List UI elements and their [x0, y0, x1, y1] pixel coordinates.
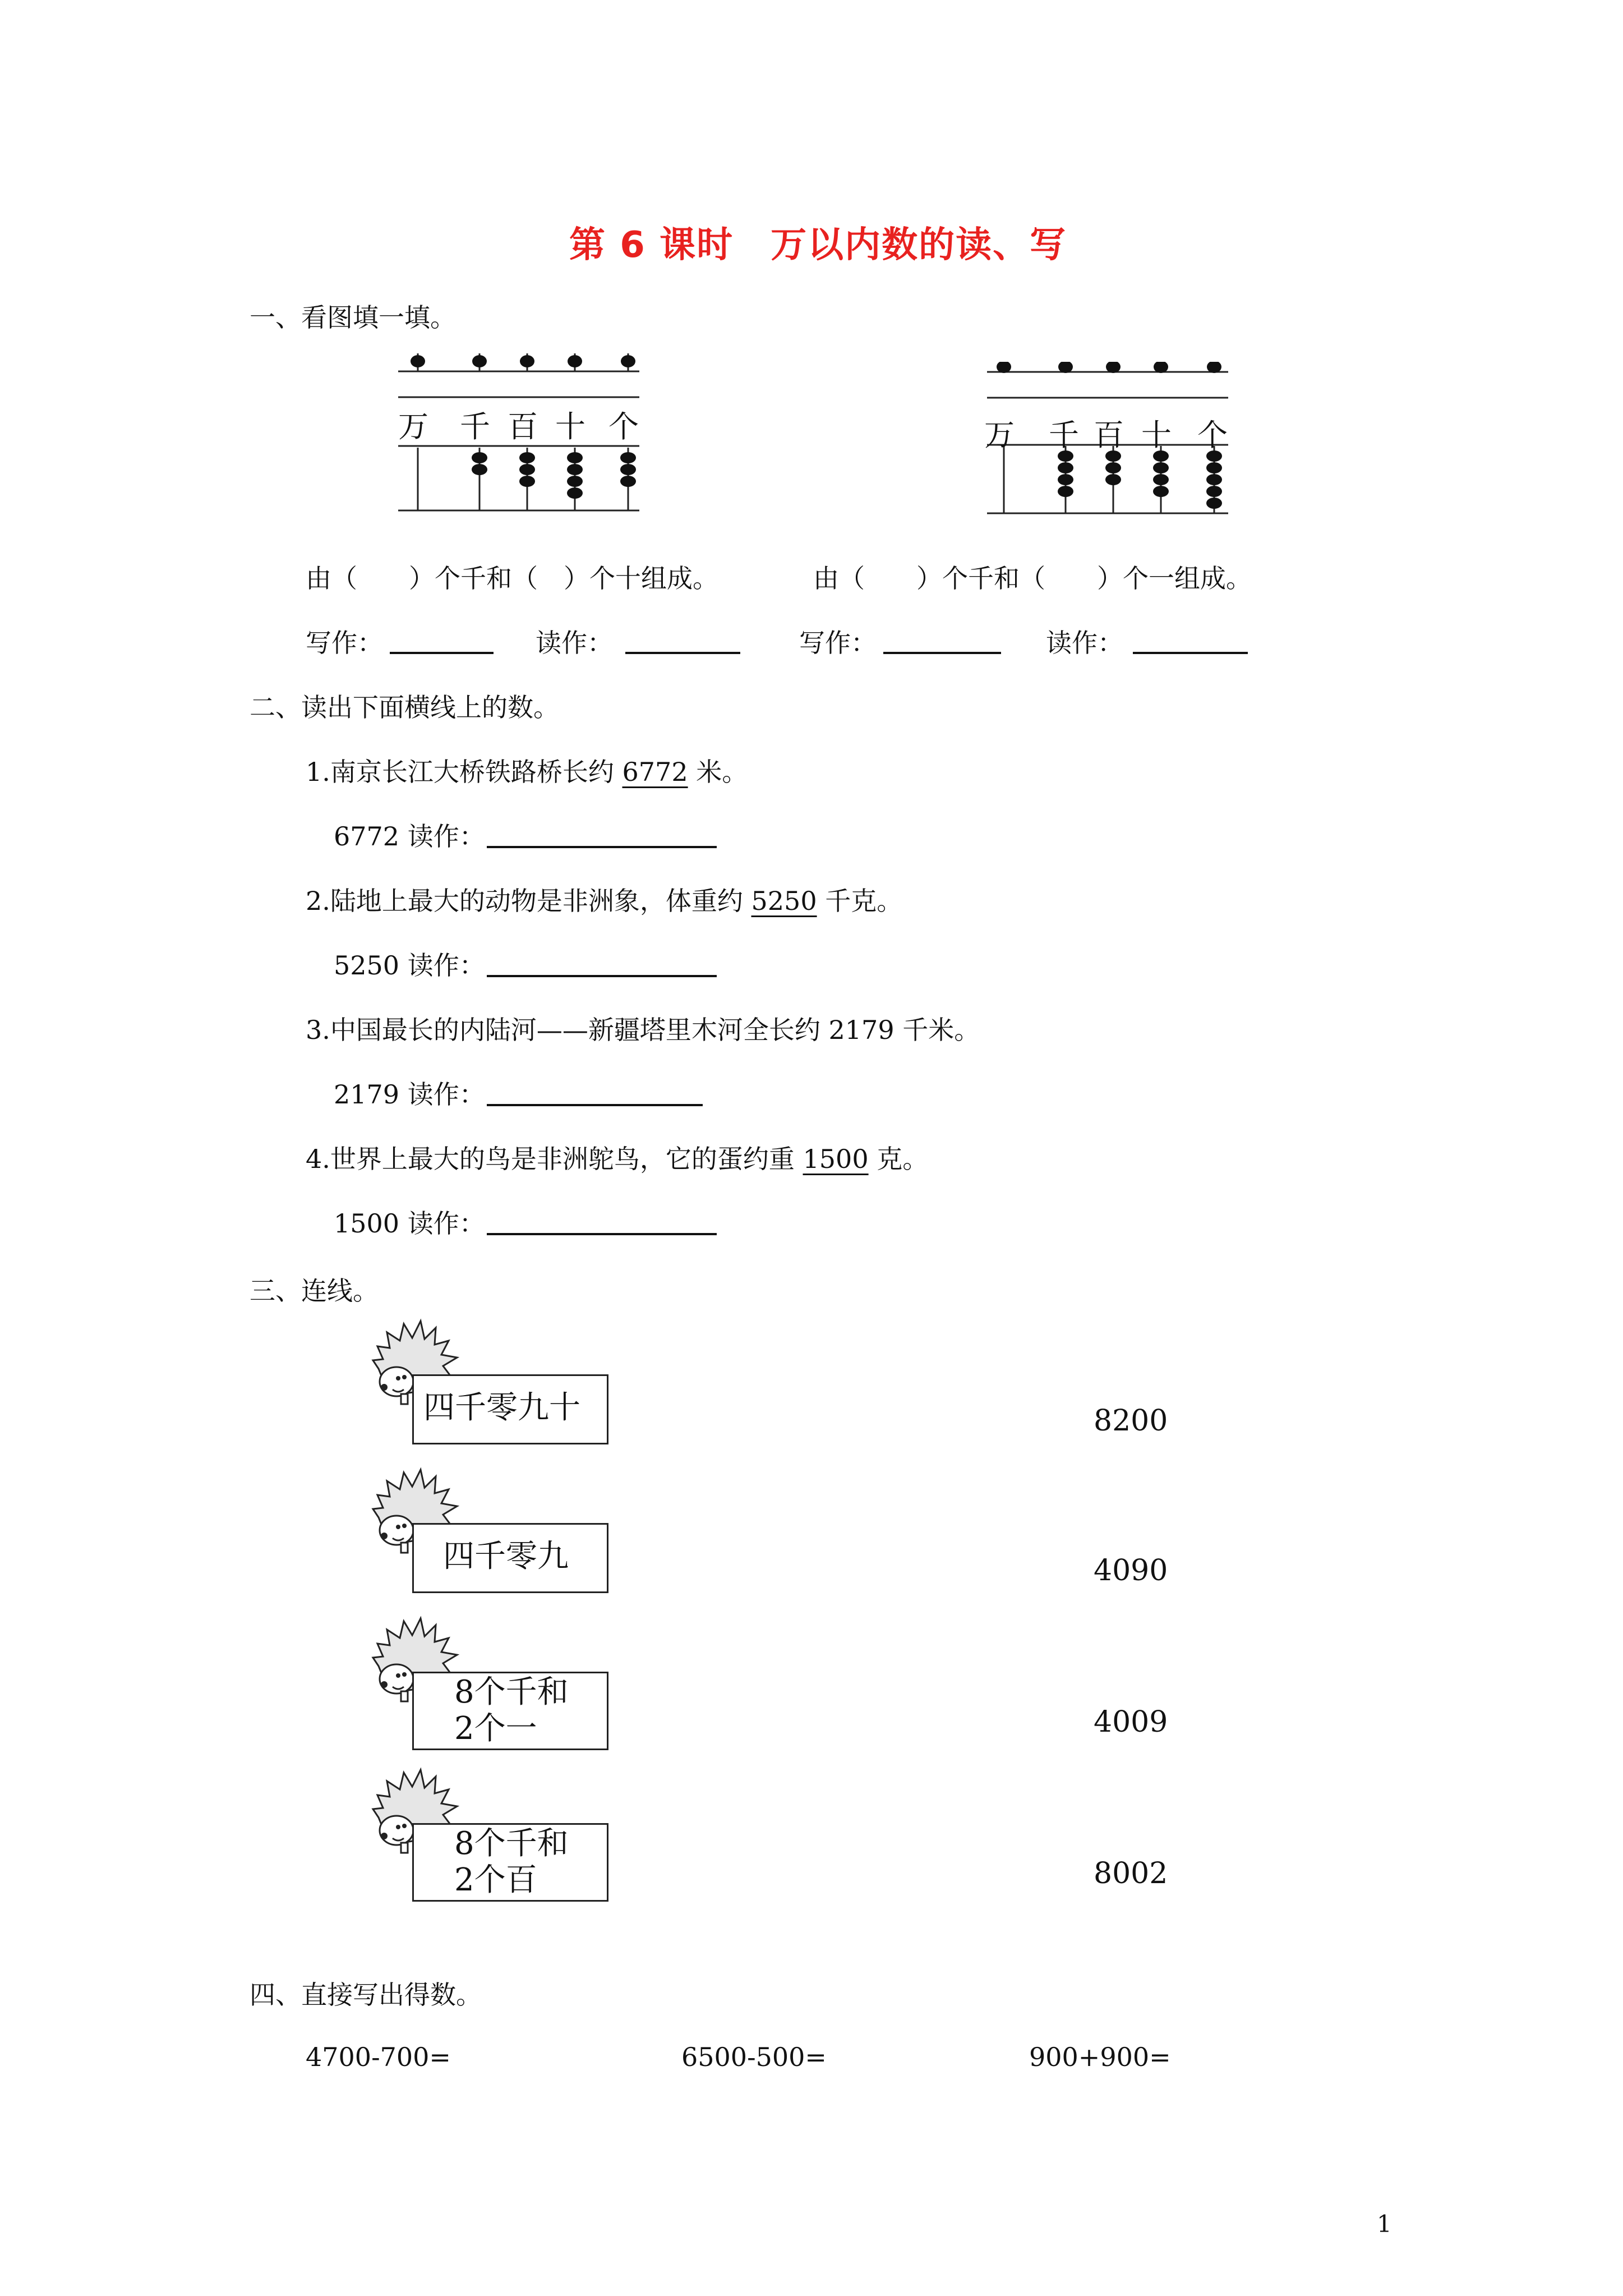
read-blank-right[interactable] [1133, 652, 1248, 654]
abacus-right-prompt: 由（ ）个千和（ ）个一组成。 [813, 563, 1252, 593]
abacus-right-label-qian: 千 [1049, 417, 1079, 453]
problem-2: 6500-500= [681, 2042, 827, 2072]
answer-blank-3[interactable] [487, 1104, 703, 1106]
abacus-bead-wan-top [411, 355, 425, 367]
problem-3: 900+900= [1029, 2042, 1171, 2072]
section4-heading: 四、直接写出得数。 [250, 1980, 482, 2010]
write-label-left: 写作： [306, 628, 383, 658]
question-1: 1.南京长江大桥铁路桥长约 6772 米。 [306, 757, 748, 787]
abacus-bead-bai [1105, 474, 1121, 485]
abacus-bead-shi [1153, 462, 1169, 473]
match-number-2[interactable]: 4090 [1094, 1554, 1168, 1588]
match-number-3[interactable]: 4009 [1094, 1705, 1168, 1739]
abacus-bead-shi [567, 487, 583, 499]
question-2: 2.陆地上最大的动物是非洲象，体重约 5250 千克。 [306, 886, 903, 916]
page-number: 1 [1377, 2210, 1392, 2238]
abacus-bead-shi [567, 476, 583, 487]
abacus-bead-bai [1105, 462, 1121, 473]
card-1-line1: 四千零九十 [423, 1389, 580, 1426]
abacus-bead-qian [472, 464, 487, 475]
read-label-left: 读作： [536, 628, 613, 658]
answer-label-3: 2179 读作： [334, 1079, 485, 1110]
match-number-1[interactable]: 8200 [1094, 1404, 1168, 1438]
abacus-bead-shi [567, 452, 583, 463]
section3-heading: 三、连线。 [250, 1276, 379, 1306]
abacus-left-label-shi: 十 [555, 409, 585, 444]
card-4-line2: 2个百 [454, 1862, 537, 1898]
abacus-bead-qian-top [472, 355, 487, 367]
abacus-bead-shi-top [568, 355, 582, 367]
abacus-bead-bai [519, 452, 535, 463]
abacus-bead-ge-top [621, 355, 635, 367]
answer-label-1: 6772 读作： [334, 821, 485, 852]
match-number-4[interactable]: 8002 [1094, 1857, 1168, 1890]
abacus-bead-ge [620, 452, 636, 463]
answer-blank-4[interactable] [487, 1233, 717, 1235]
abacus-bead-qian [1058, 474, 1073, 485]
answer-label-2: 5250 读作： [334, 950, 485, 981]
abacus-right-label-shi: 十 [1141, 417, 1172, 453]
abacus-bead-ge [620, 476, 636, 487]
write-blank-left[interactable] [390, 652, 494, 654]
abacus-bead-ge [1206, 486, 1222, 497]
write-blank-right[interactable] [883, 652, 1001, 654]
card-4-line1: 8个千和 [454, 1825, 569, 1862]
abacus-left-label-qian: 千 [460, 409, 490, 444]
problem-1: 4700-700= [306, 2042, 451, 2072]
answer-blank-2[interactable] [487, 975, 717, 977]
abacus-left-label-bai: 百 [508, 409, 538, 444]
abacus-right-label-bai: 百 [1094, 417, 1124, 453]
abacus-bead-ge [620, 464, 636, 475]
write-label-right: 写作： [799, 628, 877, 658]
card-3-line1: 8个千和 [454, 1674, 569, 1710]
abacus-bead-shi [1153, 474, 1169, 485]
read-label-right: 读作： [1046, 628, 1123, 658]
section2-heading: 二、读出下面横线上的数。 [250, 692, 559, 723]
abacus-bead-qian [1058, 462, 1073, 473]
read-blank-left[interactable] [625, 652, 740, 654]
abacus-bead-ge [1206, 462, 1222, 473]
abacus-left-label-wan: 万 [398, 409, 428, 444]
question-4: 4.世界上最大的鸟是非洲鸵鸟，它的蛋约重 1500 克。 [306, 1144, 929, 1174]
card-3-line2: 2个一 [454, 1710, 537, 1747]
question-3: 3.中国最长的内陆河——新疆塔里木河全长约 2179 千米。 [306, 1015, 980, 1045]
card-2-line1: 四千零九 [443, 1538, 569, 1575]
abacus-bead-qian [472, 452, 487, 463]
abacus-bead-bai [519, 476, 535, 487]
abacus-bead-shi [567, 464, 583, 475]
abacus-left-prompt: 由（ ）个千和（ ）个十组成。 [306, 563, 718, 593]
abacus-bead-bai-top [520, 355, 534, 367]
abacus-right-label-ge: 个 [1197, 417, 1228, 453]
section1-heading: 一、看图填一填。 [250, 302, 456, 333]
abacus-bead-shi [1153, 486, 1169, 497]
abacus-bead-ge [1206, 498, 1222, 509]
abacus-right-label-wan: 万 [984, 417, 1015, 453]
answer-blank-1[interactable] [487, 846, 717, 848]
abacus-bead-ge [1206, 474, 1222, 485]
abacus-bead-bai [519, 464, 535, 475]
page-title: 第 6 课时 万以内数的读、写 [569, 224, 1067, 266]
abacus-left-label-ge: 个 [608, 409, 639, 444]
answer-label-4: 1500 读作： [334, 1208, 485, 1239]
abacus-bead-qian [1058, 486, 1073, 497]
